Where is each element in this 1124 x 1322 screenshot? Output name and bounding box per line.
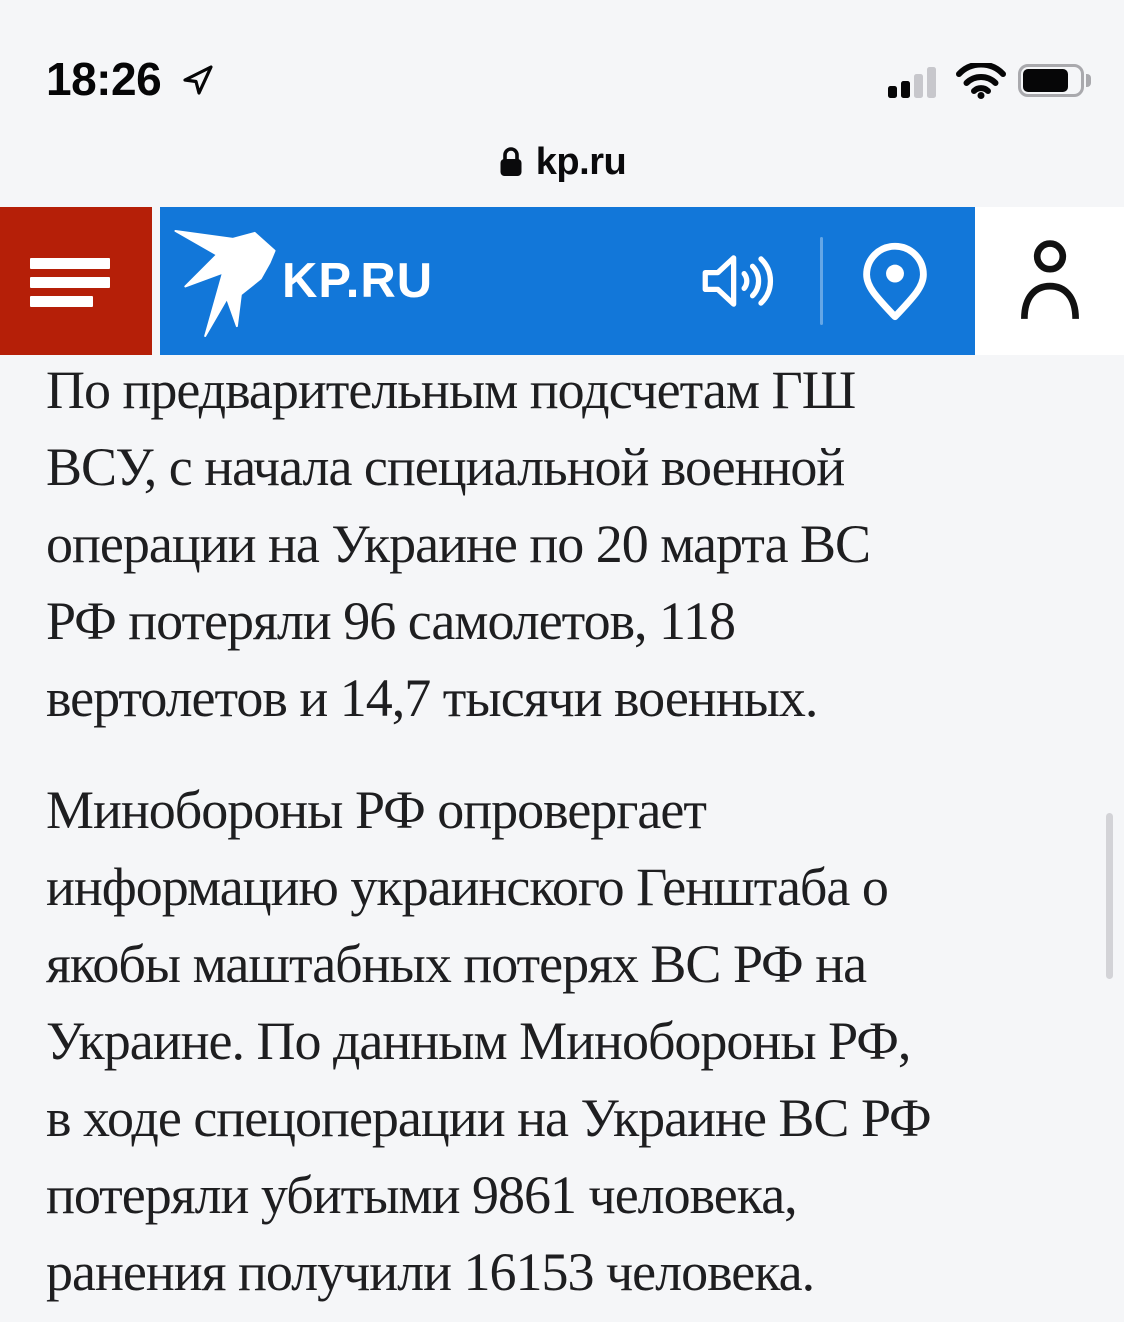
scrollbar-thumb[interactable] bbox=[1106, 813, 1113, 979]
brand-bar bbox=[160, 207, 975, 355]
text-line: в ходе спецоперации на Украине ВС РФ bbox=[46, 1088, 931, 1148]
cellular-signal-icon bbox=[888, 64, 940, 98]
text-line: вертолетов и 14,7 тысячи военных. bbox=[46, 668, 818, 728]
kp-logo-text[interactable]: KP.RU bbox=[282, 254, 434, 308]
profile-button[interactable] bbox=[1019, 240, 1081, 322]
text-line: По предварительным подсчетам ГШ bbox=[46, 360, 856, 420]
text-line: Украине. По данным Минобороны РФ, bbox=[46, 1011, 911, 1071]
url-text: kp.ru bbox=[535, 140, 627, 183]
status-bar bbox=[0, 0, 1124, 115]
text-line: якобы маштабных потерях ВС РФ на bbox=[46, 934, 867, 994]
location-arrow-icon bbox=[180, 62, 216, 98]
site-header bbox=[0, 207, 1124, 355]
text-line: информацию украинского Генштаба о bbox=[46, 857, 888, 917]
profile-block bbox=[975, 207, 1124, 355]
text-line: ранения получили 16153 человека. bbox=[46, 1242, 815, 1302]
kp-logo-bird-icon[interactable] bbox=[174, 225, 276, 339]
menu-button[interactable] bbox=[0, 207, 152, 355]
lock-icon bbox=[498, 146, 524, 178]
geo-pin-icon bbox=[860, 241, 930, 323]
text-line: потеряли убитыми 9861 человека, bbox=[46, 1165, 797, 1225]
paragraph-2 bbox=[46, 772, 1086, 1311]
profile-icon bbox=[1019, 240, 1081, 322]
geolocation-button[interactable] bbox=[860, 241, 930, 323]
text-line: ВСУ, с начала специальной военной bbox=[46, 437, 845, 497]
paragraph-1 bbox=[46, 352, 1086, 737]
header-divider bbox=[820, 237, 823, 325]
address-bar[interactable] bbox=[0, 132, 1124, 192]
sound-icon bbox=[700, 247, 782, 315]
text-line: РФ потеряли 96 самолетов, 118 bbox=[46, 591, 736, 651]
clock: 18:26 bbox=[46, 53, 162, 105]
wifi-icon bbox=[956, 63, 1006, 99]
battery-icon bbox=[1018, 64, 1092, 97]
text-line: операции на Украине по 20 марта ВС bbox=[46, 514, 871, 574]
sound-button[interactable] bbox=[700, 247, 782, 315]
text-line: Минобороны РФ опровергает bbox=[46, 780, 706, 840]
